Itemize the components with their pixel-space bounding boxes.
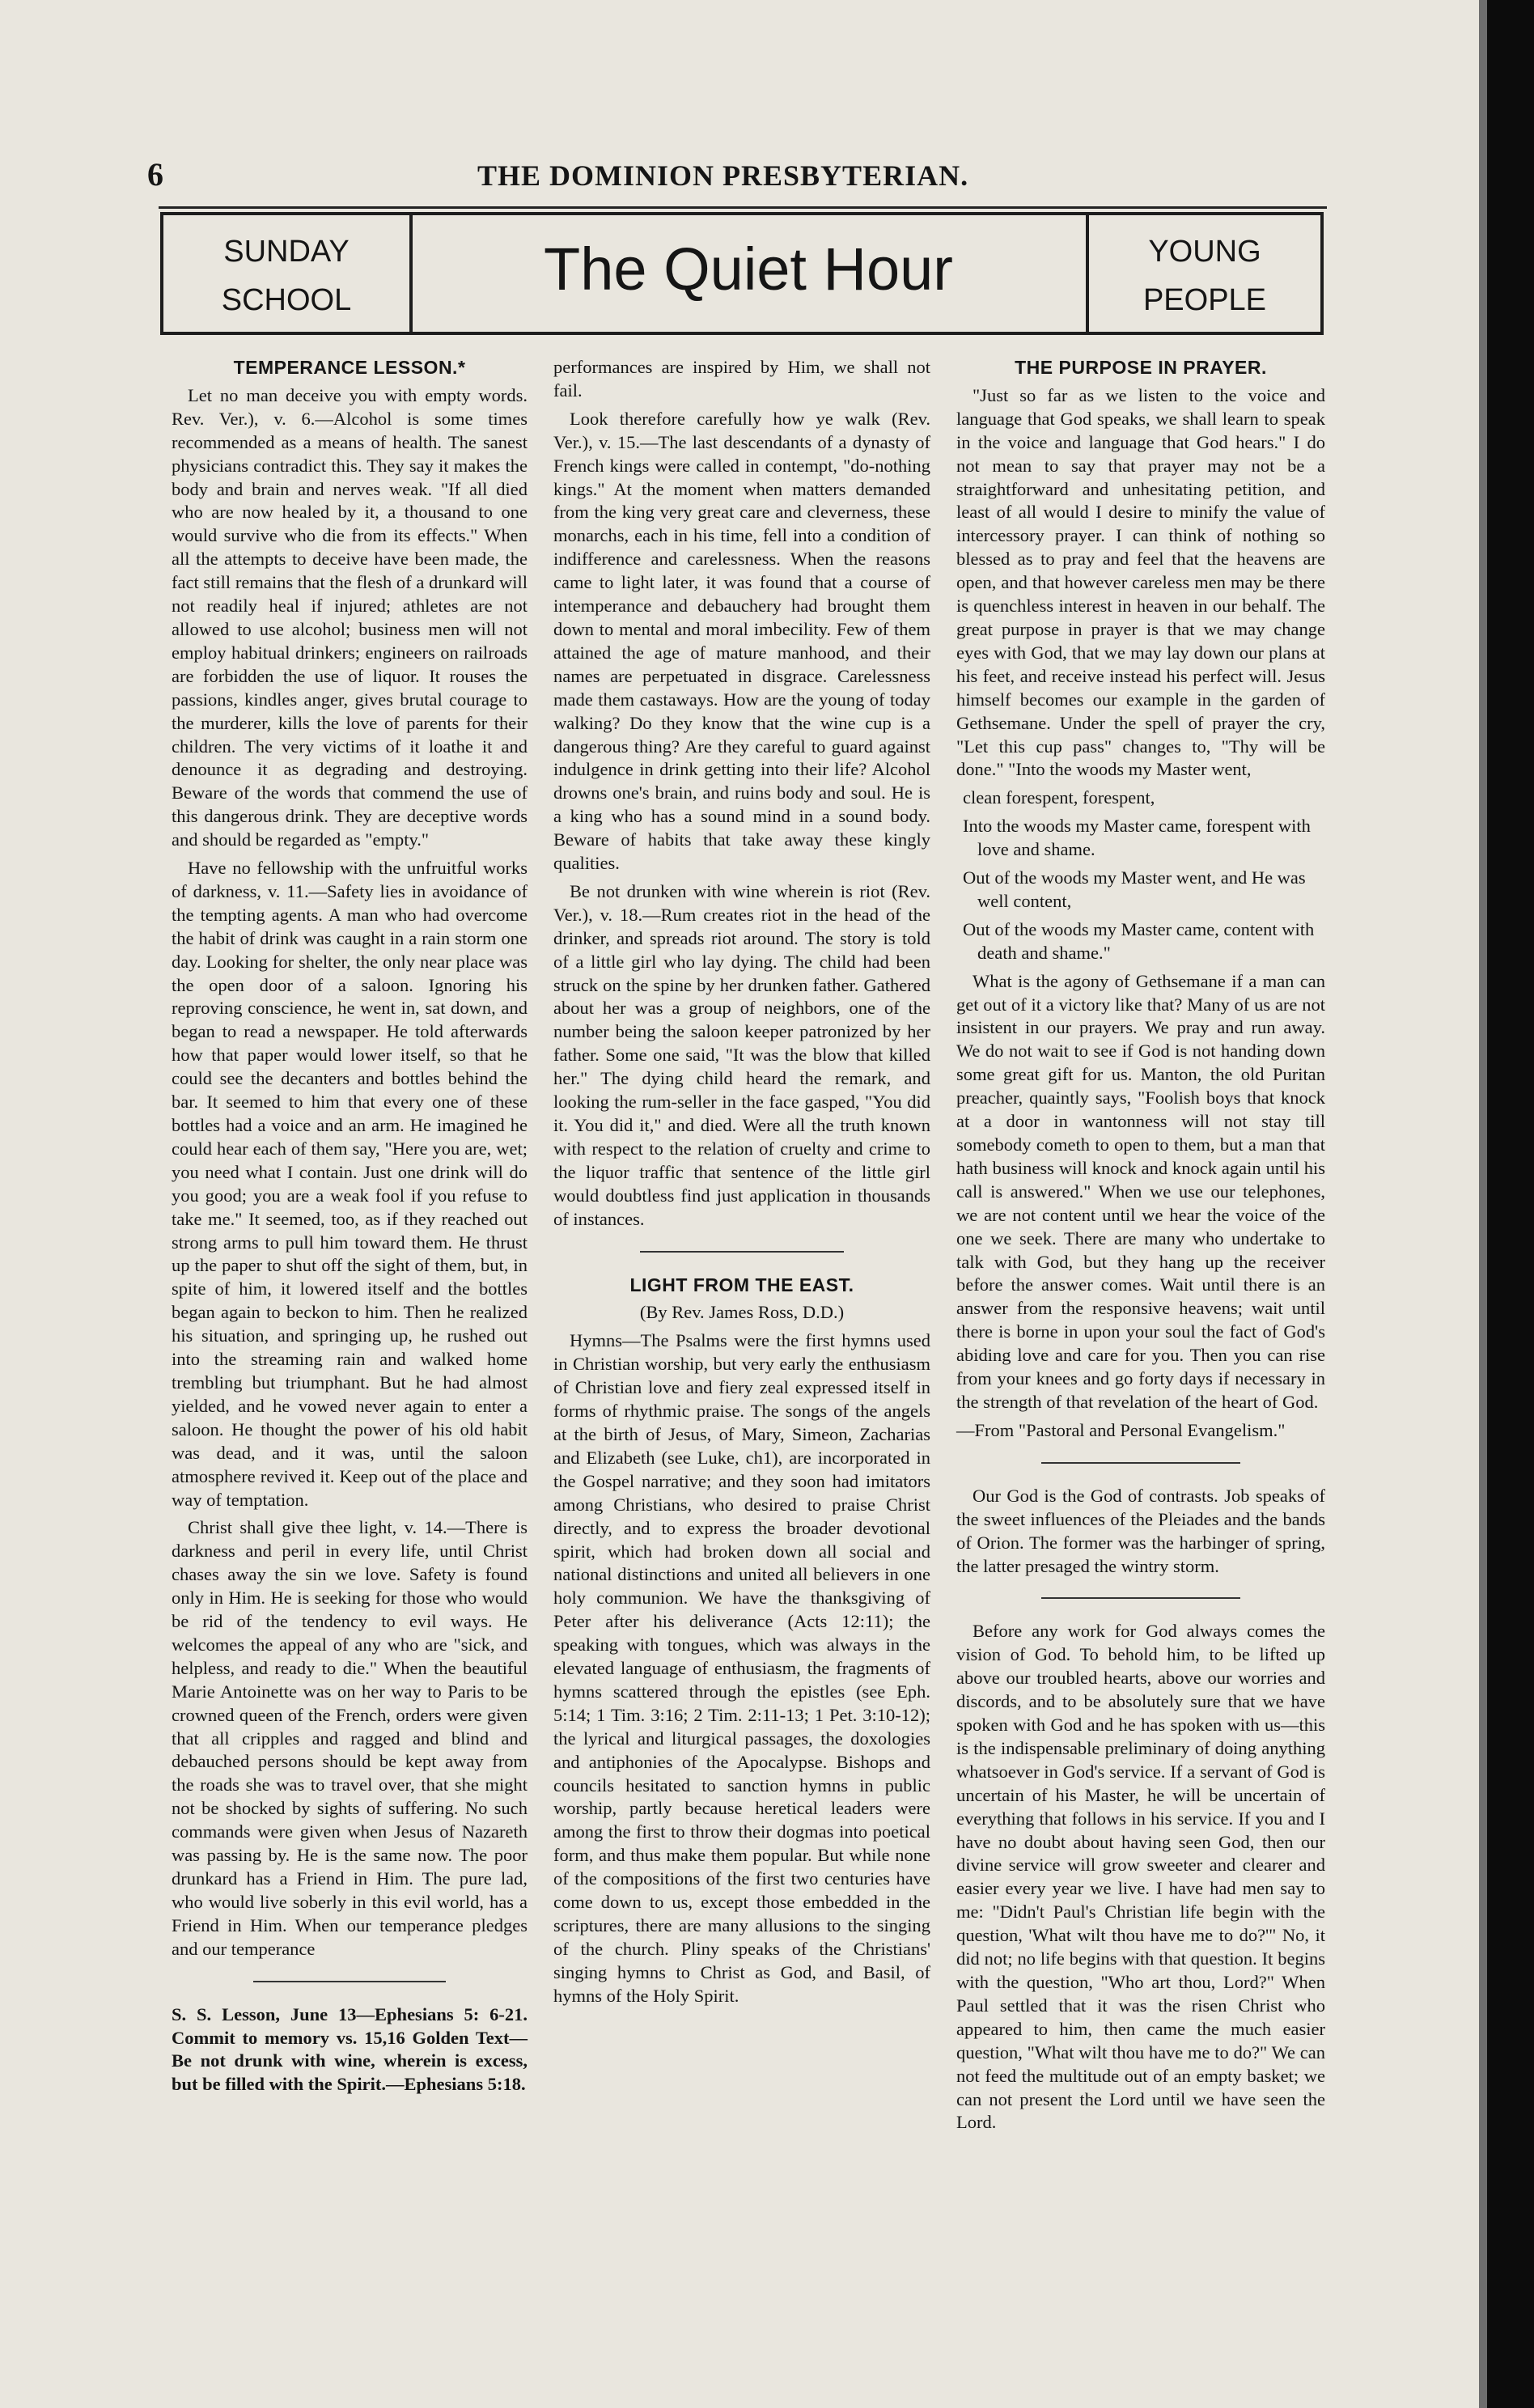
sunday-school-box <box>163 215 413 332</box>
paragraph: Our God is the God of contrasts. Job speaks of the sweet influences of the Pleiades and the bands of Orion. The former was the harbinger of spring, the latter presaged the wintry storm. <box>956 1485 1325 1576</box>
verse-line: Out of the woods my Master went, and He was well content, <box>963 867 1306 911</box>
byline: (By Rev. James Ross, D.D.) <box>639 1302 845 1323</box>
paragraph: Let no man deceive you with empty words. Rev. Ver.), v. 6.—Alcohol is some times recommended as a means of health. The sanest physicians contradict this. They say it makes the body and brain and nerves weak. "If all died who are now healed by it, a thousand to one would survive who die from its effects." When all the attempts to deceive have been made, the fact still remains that the flesh of a drunkard will not readily heal if injured; athletes are not allowed to use alcohol; business men will not employ habitual drinkers; engineers on railroads are forbidden the use of liquor. It rouses the passions, kindles anger, gives brutal courage to the murderer, kills the love of parents for their children. The very victims of it loathe it and denounce it as degrading and destroying. Beware of the words that commend the use of this dangerous drink. They are deceptive words and should be regarded as "empty." <box>172 384 528 850</box>
column-2 <box>553 356 930 2013</box>
sunday-school-label-2: SCHOOL <box>221 283 352 317</box>
sunday-school-label-1: SUNDAY <box>223 235 350 269</box>
paragraph: Look therefore carefully how ye walk (Rev. Ver.), v. 15.—The last descendants of a dynasty of French kings were called in contempt, "do-nothing kings." At the moment when matters demanded from the king very great care and cleverness, these monarchs, each in his time, fell into a condition of indifference and carelessness. When the reasons came to light later, it was found that a course of intemperance and debauchery had brought them down to mental and moral imbecility. Few of them attained the age of mature manhood, and their names are perpetuated in disgrace. Carelessness made them castaways. How are the young of today walking? Do they know that the wine cup is a dangerous thing? Are they careful to guard against indulgence in drink getting into their life? Alcohol drowns one's brain, and ruins body and soul. He is a king who has a sound mind in a sound body. Beware of habits that take away these kingly qualities. <box>553 408 930 874</box>
article-heading-light: LIGHT FROM THE EAST. <box>629 1274 854 1295</box>
page-edge <box>1487 0 1534 2408</box>
section-title: The Quiet Hour <box>544 235 953 303</box>
young-people-label-1: YOUNG <box>1148 235 1261 269</box>
separator-rule <box>640 1251 844 1253</box>
verse-line: clean forespent, forespent, <box>963 787 1155 808</box>
paragraph: Before any work for God always comes the vision of God. To behold him, to be lifted up above our troubled hearts, above our worries and discords, and to be absolutely sure that we have spoken with God and he has spoken with us—this is the indispensable preliminary of doing anything whatsoever in God's service. If a servant of God is uncertain of his Master, he will be uncertain of everything that follows in his service. If you and I have no doubt about having seen God, then our divine service will grow sweeter and clearer and easier every year we live. I have had men say to me: "Didn't Paul's Christian life begin with the question, 'What wilt thou have me to do?'" No, it did not; no life begins with that question. It begins with the question, "Who art thou, Lord?" When Paul settled that it was the risen Christ who appeared to him, then came the much easier question, "What wilt thou have me to do?" We can not feed the multitude out of an empty basket; we can not present the Lord until we have seen the Lord. <box>956 1621 1325 2133</box>
paragraph: Have no fellowship with the unfruitful works of darkness, v. 11.—Safety lies in avoidance of the tempting agents. A man who had overcome the habit of drink was caught in a rain storm one day. Looking for shelter, the only near place was the open door of a saloon. Ignoring his reproving conscience, he went in, sat down, and began to read a newspaper. He told afterwards how that paper would lower itself, so that he could see the decanters and bottles behind the bar. It seemed to him that every one of these bottles had a voice and an arm. He imagined he could hear each of them say, "Here you are, wet; you need what I contain. Just one drink will do you good; you are a weak fool if you refuse to take me." It seemed, too, as if they reached out strong arms to pull him toward them. He thrust up the paper to shut off the sight of them, but, in spite of him, it lowered itself and the bottles began again to beckon to him. Then he realized his situation, and springing up, he rushed out into the streaming rain and walked home trembling but triumphant. But he had almost yielded, and he vowed never again to enter a saloon. He thought the power of his old habit was dead, and it was, until the saloon atmosphere revived it. Keep out of the place and way of temptation. <box>172 858 528 1510</box>
verse-line: Out of the woods my Master came, content with death and shame." <box>963 918 1315 963</box>
paragraph: Christ shall give thee light, v. 14.—There is darkness and peril in every life, until Christ chases away the sin we love. Safety is found only in Him. He is seeking for those who would be rid of the tendency to evil ways. He welcomes the appeal of any who are "sick, and helpless, and ready to die." When the beautiful Marie Antoinette was on her way to Paris to be crowned queen of the French, orders were given that all cripples and ragged and blind and debauched persons should be kept away from the roads she was to travel over, that she might not be shocked by sights of suffering. No such commands were given when Jesus of Nazareth was passing by. He is the same now. The poor drunkard has a Friend in Him. The pure lad, who would live soberly in this evil world, has a Friend in Him. When our temperance pledges and our temperance <box>172 1517 528 1959</box>
column-1 <box>172 356 528 2101</box>
paragraph: "Just so far as we listen to the voice and language that God speaks, we shall learn to speak in the voice and language that God hears." I do not mean to say that prayer may not be a straightforward and unhesitating petition, and least of all would I desire to minify the value of intercessory prayer. I can think of nothing so blessed as to pray and feel that the heavens are open, and that however careless men may be there is quenchless interest in heaven in our behalf. The great purpose in prayer is that we may change eyes with God, that we may lay down our plans at his feet, and receive instead his perfect will. Jesus himself becomes our example in the garden of Gethsemane. Under the spell of prayer the cry, "Let this cup pass" changes to, "Thy will be done." "Into the woods my Master went, <box>956 384 1325 780</box>
young-people-box <box>1086 215 1320 332</box>
verse-line: Into the woods my Master came, forespent with love and shame. <box>963 816 1311 860</box>
separator-rule <box>1041 1462 1240 1464</box>
paragraph: Hymns—The Psalms were the first hymns used in Christian worship, but very early the enthusiasm of Christian love and fiery zeal expressed itself in forms of rhythmic praise. The songs of the angels at the birth of Jesus, of Mary, Simeon, Zacharias and Elizabeth (see Luke, ch1), are incorporated in the Gospel narrative; and they soon had imitators among Christians, who desired to praise Christ directly, and to express the broader devotional spirit, which had broken down all social and national distinctions and united all believers in one holy communion. We have the thanksgiving of Peter after his deliverance (Acts 12:11); the speaking with tongues, which was always in the elevated language of enthusiasm, the fragments of hymns scattered through the epistles (see Eph. 5:14; 1 Tim. 3:16; 2 Tim. 2:11-13; 1 Pet. 3:10-12); the lyrical and liturgical passages, the doxologies and antiphonies of the Apocalypse. Bishops and councils hesitated to sanction hymns in public worship, partly because heretical leaders were among the first to throw their dogmas into poetical form, and thus make them popular. But while none of the compositions of the first two centuries have come down to us, except those embedded in the scriptures, there are many allusions to the singing of the church. Pliny speaks of the Christians' singing hymns to Christ as God, and Basil, of hymns of the Holy Spirit. <box>553 1330 930 2006</box>
separator-rule <box>1041 1597 1240 1599</box>
attribution: —From "Pastoral and Personal Evangelism." <box>956 1419 1286 1440</box>
lesson-reference: S. S. Lesson, June 13—Ephesians 5: 6-21. Commit to memory vs. 15,16 Golden Text—Be not drunk with wine, wherein is excess, but be filled with the Spirit.—Ephesians 5:18. <box>172 2003 528 2095</box>
paragraph: What is the agony of Gethsemane if a man can get out of it a victory like that? Many of us are not insistent in our prayers. We pray and run away. We do not wait to see if God is not handing down some great gift for us. Manton, the old Puritan preacher, quaintly says, "Foolish boys that knock at a door in wantonness will not stay till somebody cometh to open to them, but a man that hath business will knock and knock again until his call is answered." When we use our telephones, we are not content until we hear the voice of the one we seek. There are many who undertake to talk with God, but they hang up the receiver before the answer comes. Wait until there is an answer from the responsive heavens; wait until there is borne in upon your soul the fact of God's abiding love and care for you. Then you can rise from your knees and go forty days if necessary in the strength of that revelation of the heart of God. <box>956 970 1325 1412</box>
running-head: THE DOMINION PRESBYTERIAN. <box>477 159 969 192</box>
article-heading-prayer: THE PURPOSE IN PRAYER. <box>1015 357 1267 378</box>
young-people-label-2: PEOPLE <box>1142 283 1267 317</box>
section-banner <box>160 212 1324 335</box>
page-edge-strip <box>1479 0 1487 2408</box>
paragraph: Be not drunken with wine wherein is riot (Rev. Ver.), v. 18.—Rum creates riot in the head of the drinker, and spreads riot around. The story is told of a little girl who lay dying. The child had been struck on the spine by her drunken father. Gathered about her was a group of neighbors, one of the number being the saloon keeper patronized by her father. Some one said, "It was the blow that killed her." The dying child heard the remark, and looking the rum-seller in the face gasped, "You did it. You did it," and died. Were all the truth known with respect to the relation of cruelty and crime to the liquor traffic that sentence of the little girl would doubtless find just application in thousands of instances. <box>553 880 930 1229</box>
separator-rule <box>253 1981 446 1982</box>
header-rule <box>159 206 1327 209</box>
article-heading-temperance: TEMPERANCE LESSON.* <box>233 357 466 378</box>
column-3 <box>956 356 1325 2139</box>
paragraph: performances are inspired by Him, we shall not fail. <box>553 357 930 401</box>
page-number: 6 <box>147 156 163 193</box>
